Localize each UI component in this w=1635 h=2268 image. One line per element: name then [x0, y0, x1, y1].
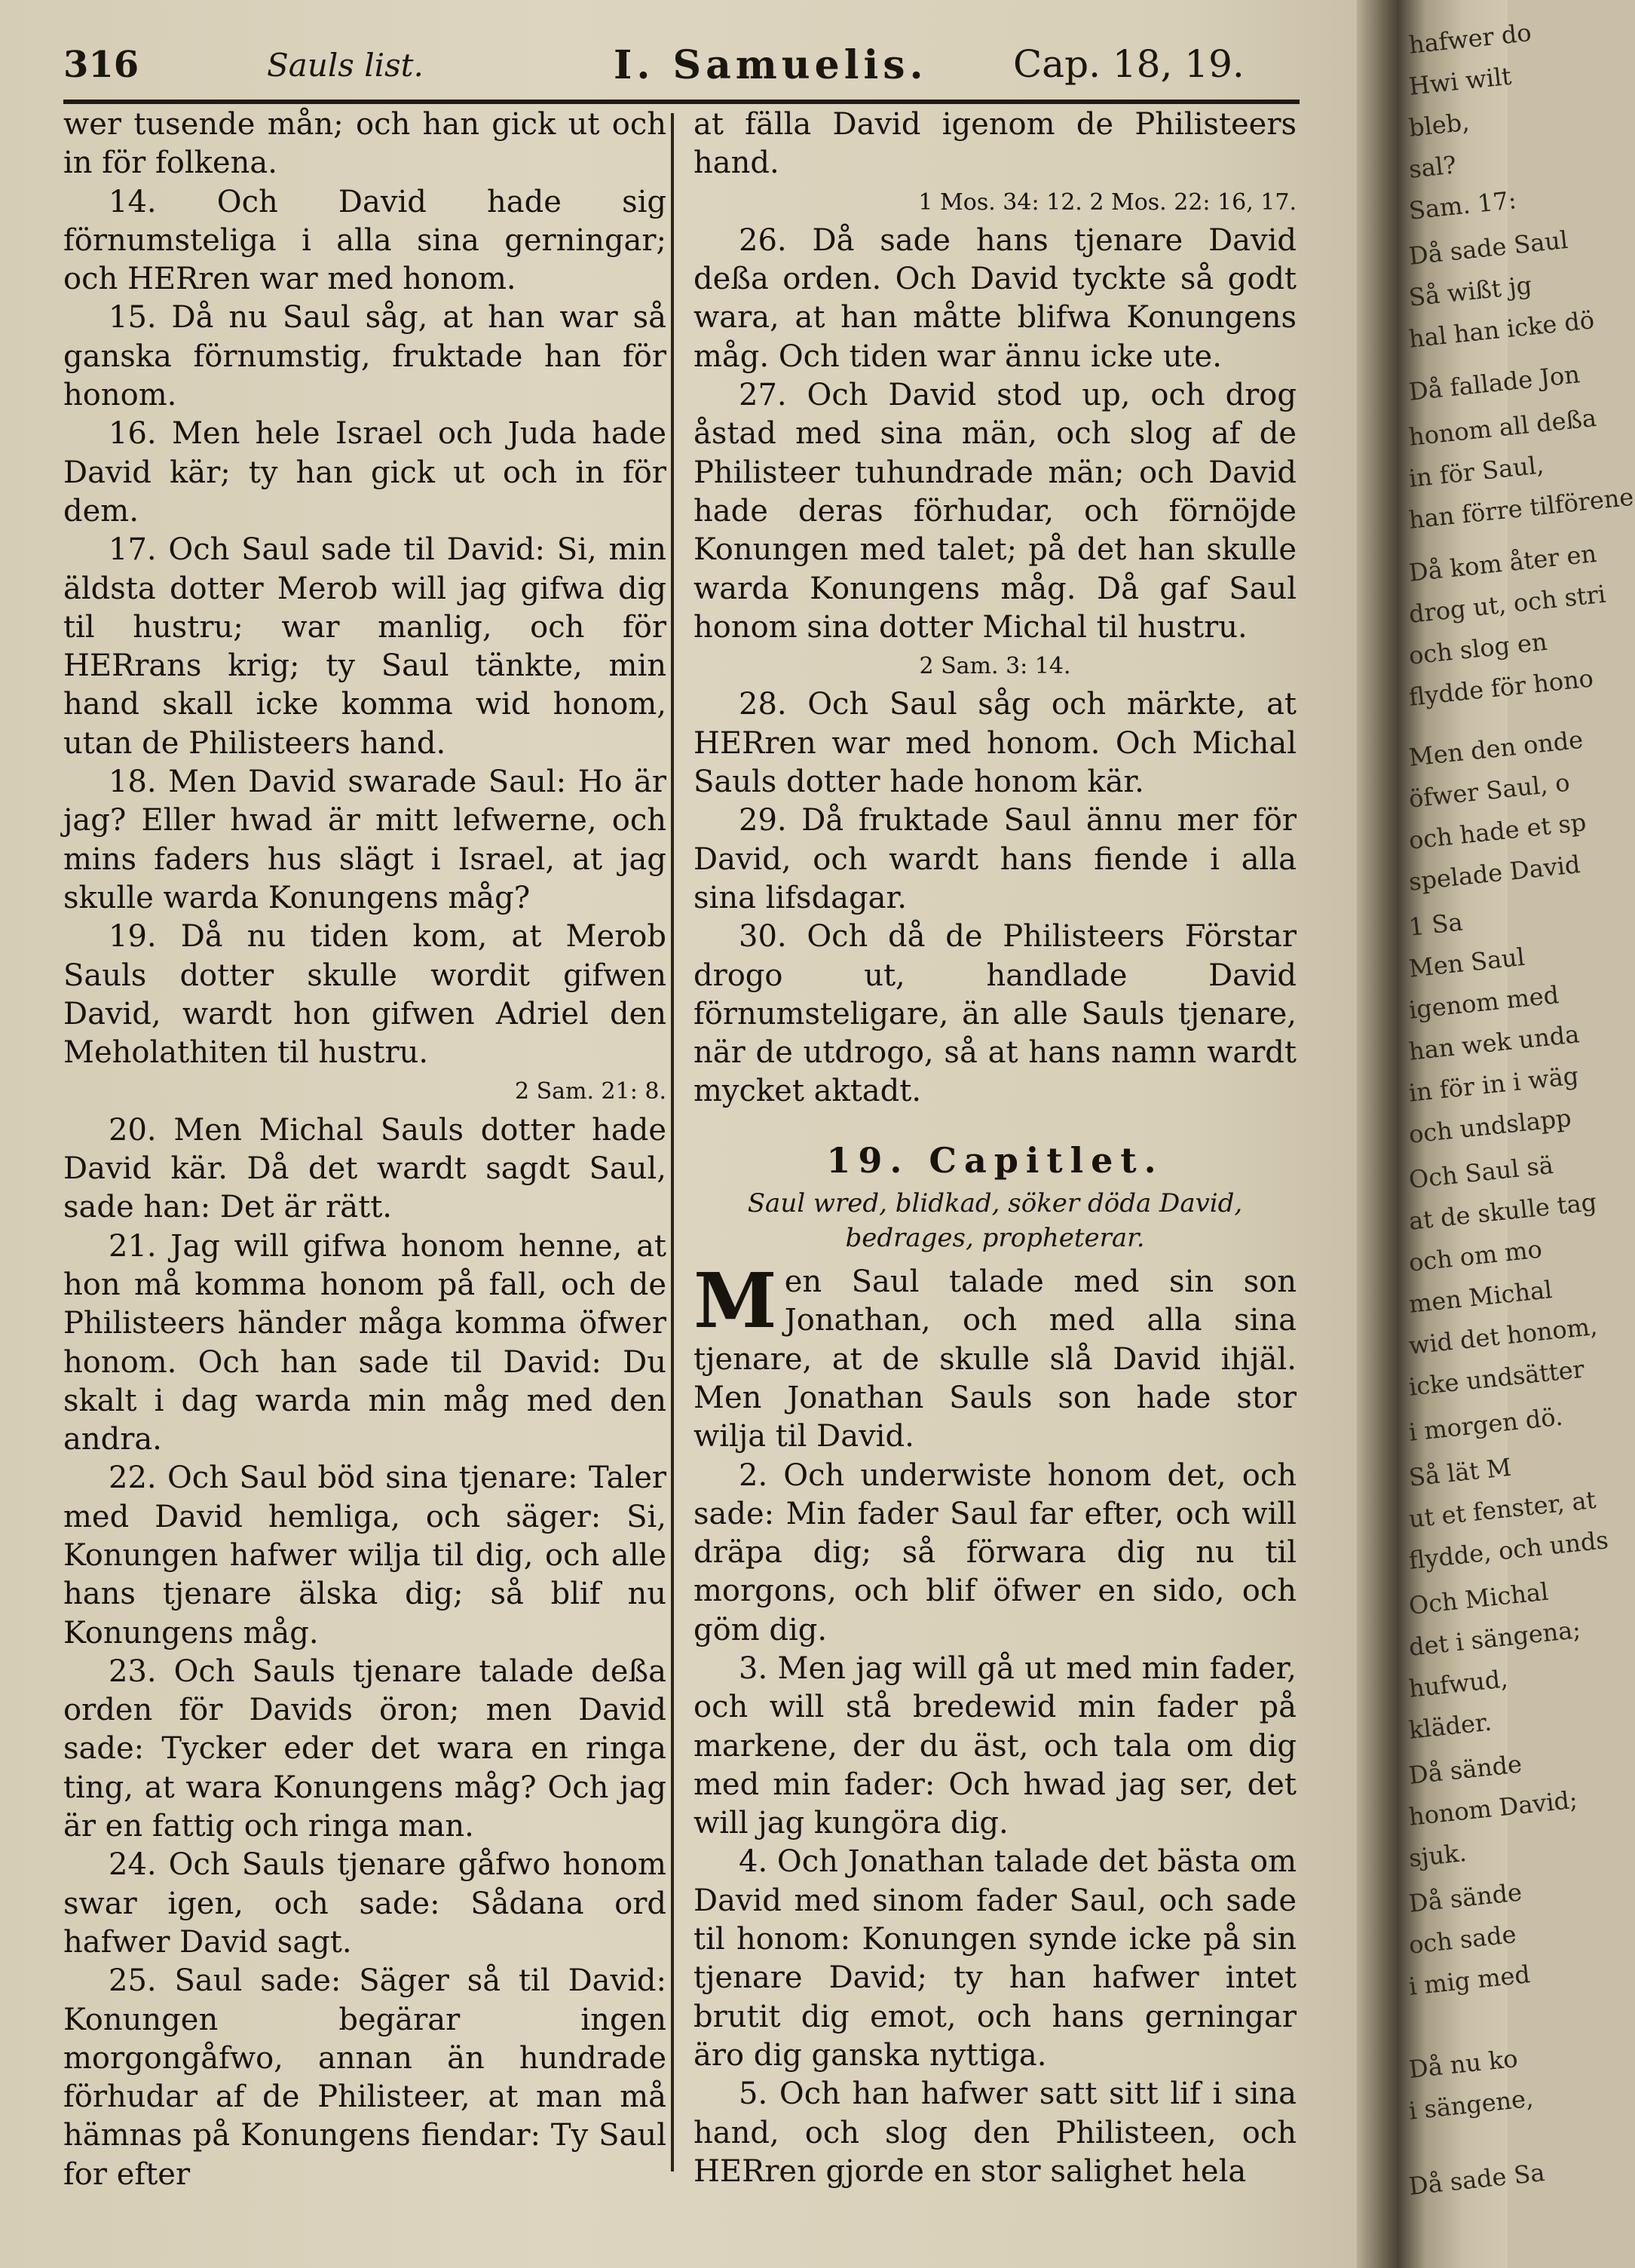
- verse-25-continuation: at fälla David igenom de Philisteers hand.: [693, 107, 1297, 181]
- verse-18: 18. Men David swarade Saul: Ho är jag? Eller hwad är mitt lefwerne, och mins faders hus slägt i Israel, at jag skulle warda Konungens måg?: [63, 765, 666, 915]
- chapter-19-verse-2: 2. Och underwiste honom det, och sade: Min fader Saul far efter, och will dräpa dig; så förwara dig nu til morgons, och blif öfwer en sido, och göm dig.: [693, 1457, 1297, 1647]
- facing-fragment: spelade David: [1407, 850, 1582, 896]
- facing-page-edge: [1398, 0, 1635, 2268]
- facing-fragment: Då kom åter en: [1407, 538, 1598, 587]
- verse-15: 15. Då nu Saul såg, at han war så ganska förnumstig, fruktade han för honom.: [63, 300, 666, 413]
- verse-29: 29. Då fruktade Saul ännu mer för David, och wardt hans fiende i alla sina lifsdagar.: [693, 803, 1297, 915]
- header-left-title: Sauls list.: [267, 47, 424, 84]
- facing-fragment: Och Saul sä: [1407, 1150, 1555, 1194]
- facing-fragment: honom David;: [1407, 1785, 1579, 1831]
- facing-fragment: drog ut, och stri: [1407, 579, 1607, 629]
- facing-fragment: Hwi wilt: [1407, 61, 1513, 101]
- verse-23: 23. Och Sauls tjenare talade deßa orden för Davids öron; men David sade: Tycker eder det wara en ringa ting, at wara Konungens måg? Och jag är en fattig och ringa man.: [63, 1653, 666, 1844]
- page-number: 316: [63, 44, 139, 86]
- facing-fragment: honom all deßa: [1407, 403, 1598, 452]
- facing-fragment: och slog en: [1407, 627, 1549, 670]
- right-column: [693, 106, 1297, 2191]
- facing-fragment: kläder.: [1407, 1707, 1493, 1745]
- verse-21: 21. Jag will gifwa honom henne, at hon må komma honom på fall, och de Philisteers händer måga komma öfwer honom. Och han sade til David: Du skalt i dag warda min måg med den andra.: [63, 1228, 666, 1457]
- facing-fragment: icke undsätter: [1407, 1354, 1586, 1402]
- facing-fragment: Men Saul: [1407, 942, 1526, 983]
- header-book-title: I. Samuelis.: [614, 42, 928, 88]
- left-column: [63, 106, 666, 2194]
- facing-fragment: flydde för hono: [1407, 664, 1595, 712]
- facing-fragment: Då sände: [1407, 1877, 1523, 1918]
- facing-fragment: och sade: [1407, 1920, 1518, 1960]
- verse-20: 20. Men Michal Sauls dotter hade David kär. Då det wardt sagdt Saul, sade han: Det är rätt.: [63, 1112, 666, 1225]
- facing-fragment: men Michal: [1407, 1275, 1554, 1319]
- facing-fragment: hafwer do: [1407, 17, 1533, 60]
- facing-fragment: at de skulle tag: [1407, 1187, 1598, 1236]
- verse-16: 16. Men hele Israel och Juda hade David kär; ty han gick ut och in för dem.: [63, 416, 666, 529]
- facing-fragment: flydde, och unds: [1407, 1525, 1610, 1575]
- facing-fragment: i morgen dö.: [1407, 1402, 1564, 1447]
- facing-fragment: Och Michal: [1407, 1577, 1550, 1620]
- header-rule: [63, 100, 1300, 104]
- verse-22: 22. Och Saul böd sina tjenare: Taler med David hemliga, och säger: Si, Konungen hafwer wilja til dig, och alle hans tjenare älska dig; så blif nu Konungens måg.: [63, 1460, 666, 1650]
- verse-continuation: wer tusende mån; och han gick ut och in för folkena.: [63, 107, 666, 181]
- facing-fragment: ut et fenster, at: [1407, 1485, 1597, 1534]
- cross-reference: 2 Sam. 3: 14.: [919, 653, 1071, 680]
- facing-fragment: och om mo: [1407, 1234, 1544, 1277]
- facing-fragment: i sängene,: [1407, 2083, 1535, 2125]
- verse-17: 17. Och Saul sade til David: Si, min äldsta dotter Merob will jag gifwa dig til hustru; war manlig, och för HERrans krig; ty Saul tänkte, min hand skall icke komma wid honom, utan de Philisteers hand.: [63, 532, 666, 761]
- facing-fragment: bleb,: [1407, 107, 1471, 143]
- verse-26: 26. Då sade hans tjenare David deßa orden. Och David tyckte så godt wara, at han måtte blifwa Konungens måg. Och tiden war ännu icke ute.: [693, 222, 1297, 374]
- facing-fragment: och hade et sp: [1407, 808, 1588, 855]
- facing-fragment: in för Saul,: [1407, 450, 1545, 493]
- facing-fragment: det i sängena;: [1407, 1615, 1582, 1662]
- header-chapter-ref: Cap. 18, 19.: [1013, 42, 1245, 86]
- cross-reference: 1 Mos. 34: 12. 2 Mos. 22: 16, 17.: [918, 188, 1297, 216]
- chapter-19-verse-3: 3. Men jag will gå ut med min fader, och will stå bredewid min fader på markene, der du äst, och tala om dig med min fader: Och hwad jag ser, det will jag kungöra dig.: [693, 1650, 1297, 1841]
- facing-fragment: Då sade Saul: [1407, 225, 1569, 271]
- facing-fragment: och undslapp: [1407, 1103, 1573, 1149]
- facing-fragment: sjuk.: [1407, 1837, 1468, 1873]
- running-header: [63, 36, 1330, 97]
- verse-25: 25. Saul sade: Säger så til David: Konungen begärar ingen morgongåfwo, annan än hundrade förhudar af de Philisteer, at man må hämnas på Konungens fiendar: Ty Saul for efter: [63, 1963, 666, 2192]
- verse-14: 14. Och David hade sig förnumsteliga i alla sina gerningar; och HERren war med honom.: [63, 184, 666, 297]
- facing-fragment: öfwer Saul, o: [1407, 768, 1572, 814]
- book-gutter-shadow: [1357, 0, 1402, 2268]
- verse-24: 24. Och Sauls tjenare gåfwo honom swar igen, och sade: Sådana ord hafwer David sagt.: [63, 1847, 666, 1960]
- facing-fragment: Sam. 17:: [1407, 185, 1518, 225]
- drop-cap: M: [693, 1256, 777, 1346]
- facing-fragment: igenom med: [1407, 980, 1560, 1025]
- facing-fragment: i mig med: [1407, 1960, 1532, 2001]
- verse-28: 28. Och Saul såg och märkte, at HERren war med honom. Och Michal Sauls dotter hade honom kär.: [693, 687, 1297, 800]
- facing-fragment: Då sände: [1407, 1749, 1523, 1790]
- facing-fragment: 1 Sa: [1407, 907, 1465, 942]
- facing-fragment: Då sade Sa: [1407, 2158, 1547, 2201]
- facing-fragment: Så wißt jg: [1407, 270, 1533, 312]
- chapter-19-verse-1: [693, 1256, 1297, 1456]
- facing-fragment: hufwud,: [1407, 1664, 1510, 1703]
- chapter-19-verse-4: 4. Och Jonathan talade det bästa om David med sinom fader Saul, och sade til honom: Konungen synde icke på sin tjenare David; ty han hafwer intet brutit dig emot, och hans gerningar äro dig ganska nyttiga.: [693, 1844, 1297, 2073]
- column-divider: [671, 113, 674, 2171]
- facing-fragment: hal han icke dö: [1407, 305, 1596, 354]
- facing-fragment: Men den onde: [1407, 725, 1584, 772]
- verse-30: 30. Och då de Philisteers Förstar drogo ut, handlade David förnumsteligare, än alle Sauls tjenare, när de utdrogo, så at hans namn wardt mycket aktadt.: [693, 919, 1297, 1109]
- verse-19: 19. Då nu tiden kom, at Merob Sauls dotter skulle wordit gifwen David, wardt hon gifwen Adriel den Meholathiten til hustru.: [63, 919, 666, 1071]
- facing-fragment: sal?: [1407, 150, 1458, 184]
- facing-fragment: Då fallade Jon: [1407, 360, 1581, 406]
- facing-fragment: Så lät M: [1407, 1452, 1513, 1492]
- facing-fragment: wid det honom,: [1407, 1311, 1599, 1360]
- cross-reference: 2 Sam. 21: 8.: [514, 1078, 666, 1105]
- chapter-summary: Saul wred, blidkad, söker döda David, bedrages, propheterar.: [747, 1188, 1243, 1254]
- verse-1-text: en Saul talade med sin son Jonathan, och med alla sina tjenare, at de skulle slå David ihjäl. Men Jonathan Sauls son hade stor wilja til David.: [693, 1264, 1297, 1454]
- verse-27: 27. Och David stod up, och drog åstad med sina män, och slog af de Philisteer tuhundrade män; och David hade deras förhudar, och förnöjde Konungen med talet; på det han skulle warda Konungens måg. Då gaf Saul honom sina dotter Michal til hustru.: [693, 378, 1297, 645]
- facing-fragment: Då nu ko: [1407, 2043, 1520, 2084]
- chapter-19-verse-5: 5. Och han hafwer satt sitt lif i sina hand, och slog den Philisteen, och HERren gjorde en stor salighet hela: [693, 2076, 1297, 2189]
- facing-fragment: han wek unda: [1407, 1019, 1581, 1066]
- chapter-title: 19. Capitlet.: [826, 1139, 1164, 1181]
- facing-fragment: han förre tilförene: [1407, 482, 1635, 535]
- facing-fragment: in för in i wäg: [1407, 1061, 1580, 1108]
